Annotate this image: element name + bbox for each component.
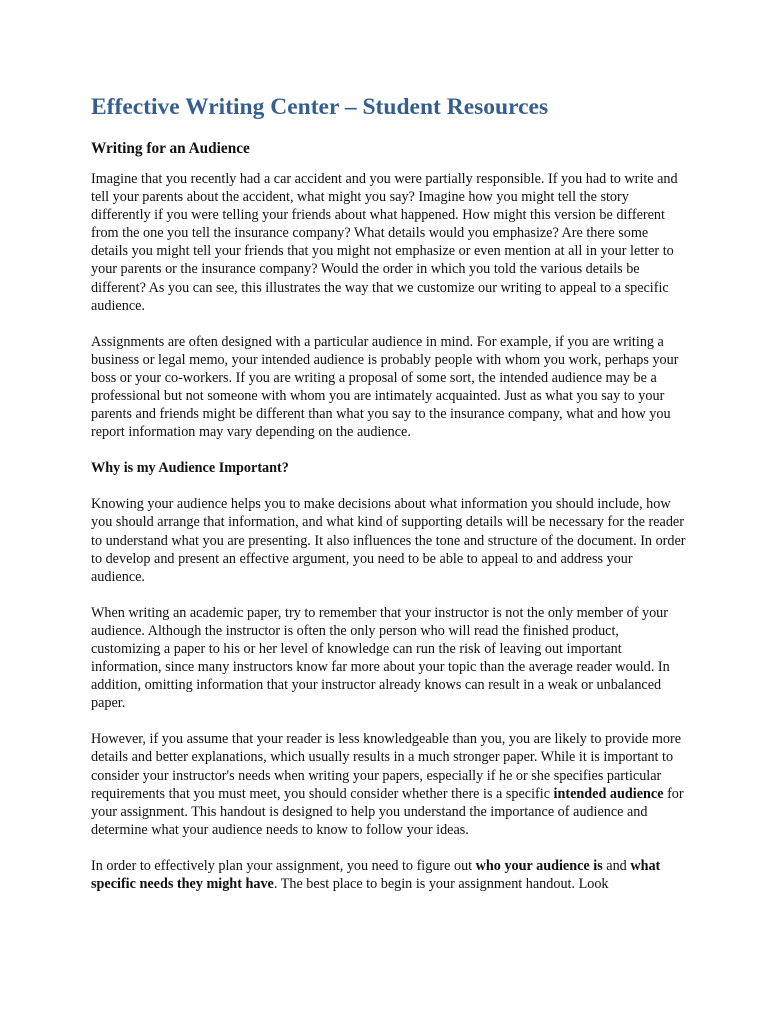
paragraph-text: In order to effectively plan your assignment, you need to figure out <box>91 857 476 874</box>
emphasis-specific-needs: what specific needs they might have <box>91 857 661 892</box>
section-heading-audience: Writing for an Audience <box>91 140 250 157</box>
paragraph-knowing-audience: Knowing your audience helps you to make decisions about what information you should include, how you should arrange that information, and what kind of supporting details will be necessary for the reader to understand what you are presenting. It also influences the tone and structure of the document. In order to develop and present an effective argument, you need to be able to appeal to and address your audience. <box>91 496 686 585</box>
paragraph-less-knowledgeable <box>91 730 687 839</box>
paragraph-text: . The best place to begin is your assignment handout. Look <box>273 876 609 892</box>
paragraph-text: and <box>602 857 631 874</box>
paragraph-plan-assignment <box>91 857 687 893</box>
emphasis-who-audience: who your audience is <box>475 857 603 874</box>
paragraph-academic-paper: When writing an academic paper, try to remember that your instructor is not the only member of your audience. Although the instructor is often the only person who will read the finished product, customizing a paper to his or her level of knowledge can run the risk of leaving out important information, since many instructors know far more about your topic than the average reader would. In addition, omitting information that your instructor already knows can result in a weak or unbalanced paper. <box>91 604 670 712</box>
document-page <box>91 92 687 893</box>
emphasis-intended-audience: intended audience <box>553 785 664 802</box>
paragraph-car-accident: Imagine that you recently had a car accident and you were partially responsible. If you had to write and tell your parents about the accident, what might you say? Imagine how you might tell the story differently if you were telling your friends about what happened. How might this version be different from the one you tell the insurance company? What details would you emphasize? Are there some details you might tell your friends that you might not emphasize or even mention at all in your letter to your parents or the insurance company? Would the order in which you told the various details be different? As you can see, this illustrates the way that we customize our writing to appeal to a specific audience. <box>91 171 678 314</box>
paragraph-text: However, if you assume that your reader is less knowledgeable than you, you are likely to provide more details and better explanations, which usually results in a much stronger paper. While it is important to consider your instructor's needs when writing your papers, especially if he or she specifies particular requirements that you must meet, you should consider whether there is a specific <box>91 731 682 802</box>
paragraph-text: for your assignment. This handout is designed to help you understand the importance of audience and determine what your audience needs to know to follow your ideas. <box>91 785 684 838</box>
page-title: Effective Writing Center – Student Resources <box>91 94 549 120</box>
paragraph-assignments: Assignments are often designed with a particular audience in mind. For example, if you are writing a business or legal memo, your intended audience is probably people with whom you work, perhaps your boss or your co-workers. If you are writing a proposal of some sort, the intended audience may be a professional but not someone with whom you are intimately acquainted. Just as what you say to your parents and friends might be different than what you say to the insurance company, what and how you report information may vary depending on the audience. <box>91 333 679 441</box>
section-heading-importance: Why is my Audience Important? <box>91 460 289 477</box>
